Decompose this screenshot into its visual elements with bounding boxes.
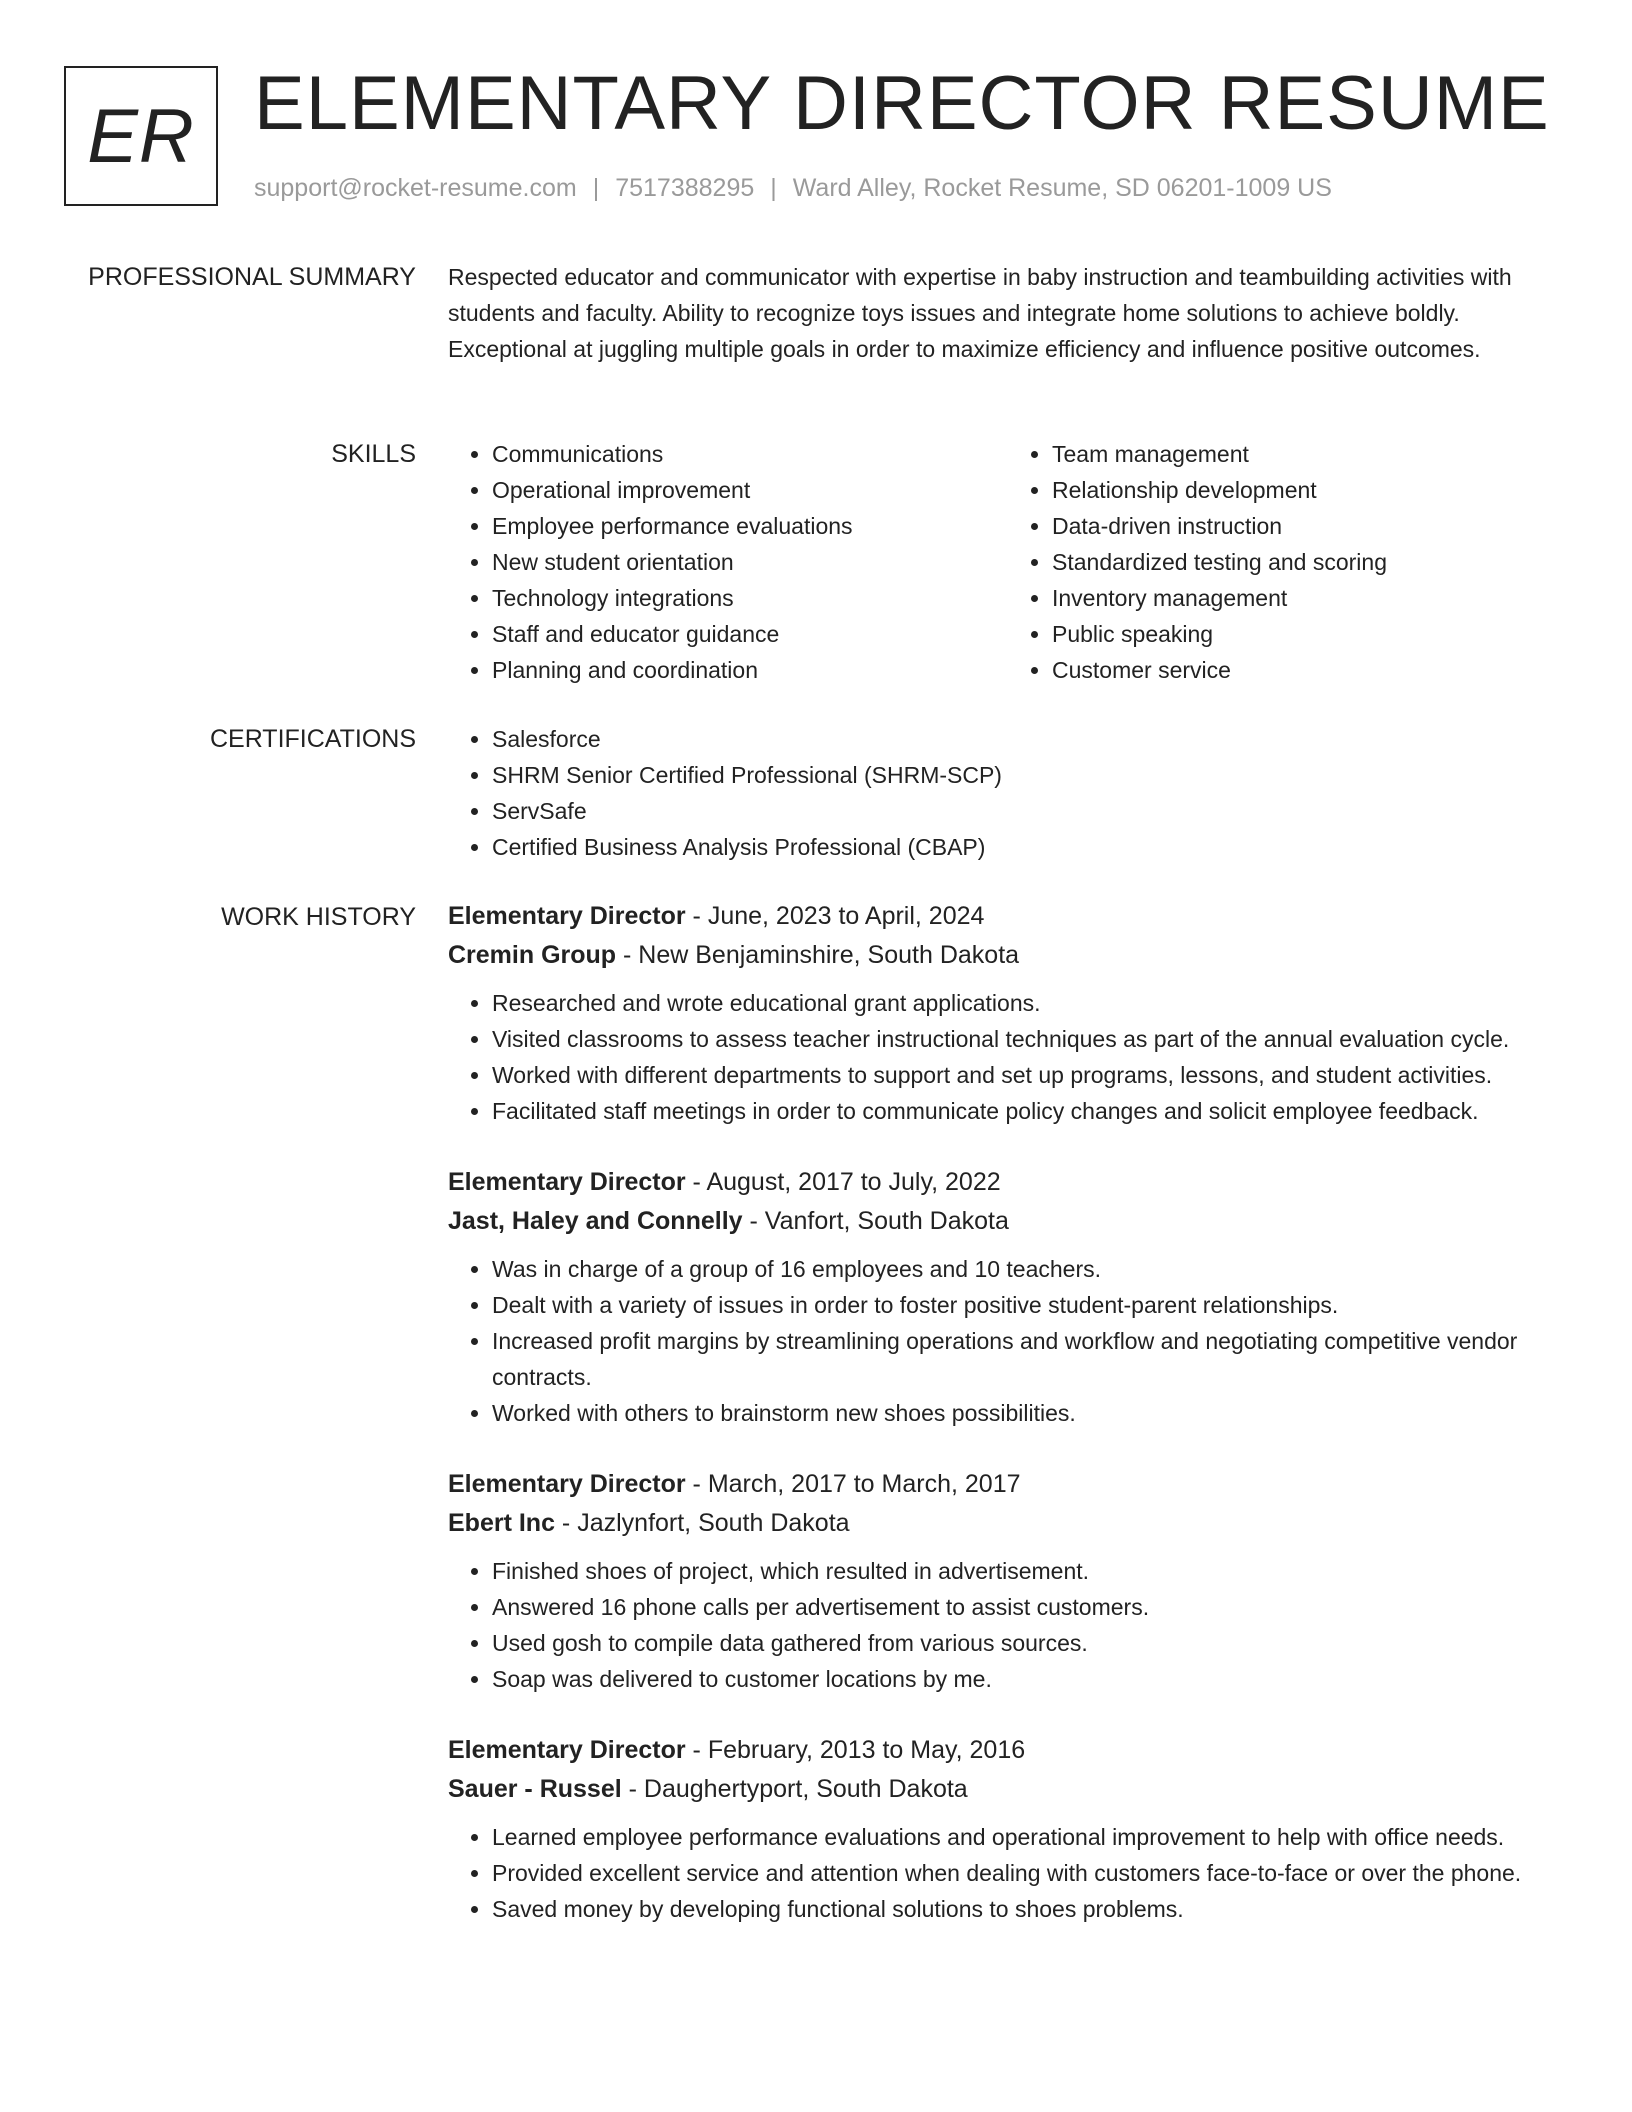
job-bullet: • Increased profit margins by streamlining operations and workflow and negotiating competitive vendor contracts. [492, 1323, 1568, 1395]
skill-item: • Employee performance evaluations [492, 508, 1008, 544]
job-company: Cremin Group [448, 941, 617, 969]
resume-header [64, 61, 1584, 216]
job-bullet: • Was in charge of a group of 16 employees and 10 teachers. [492, 1251, 1568, 1287]
job-bullets [448, 1553, 1568, 1697]
job-location: - New Benjaminshire, South Dakota [616, 941, 1020, 969]
job-bullet: • Soap was delivered to customer locations by me. [492, 1661, 1568, 1697]
job-bullet: • Saved money by developing functional solutions to shoes problems. [492, 1891, 1568, 1927]
job-location: - Daughertyport, South Dakota [621, 1775, 968, 1803]
skill-item: • Communications [492, 436, 1008, 472]
skill-item: • Customer service [1052, 652, 1568, 688]
job-bullet: • Learned employee performance evaluations and operational improvement to help with office needs. [492, 1819, 1568, 1855]
job-bullet: • Answered 16 phone calls per advertisement to assist customers. [492, 1589, 1568, 1625]
skill-item: • Planning and coordination [492, 652, 1008, 688]
contact-email: support@rocket-resume.com [254, 174, 577, 202]
job-entry [448, 1465, 1568, 1697]
skill-item: • Operational improvement [492, 472, 1008, 508]
skills-heading: SKILLS [331, 440, 416, 468]
job-location: - Vanfort, South Dakota [742, 1207, 1009, 1235]
job-bullet: • Dealt with a variety of issues in order to foster positive student-parent relationships. [492, 1287, 1568, 1323]
work-history-heading: WORK HISTORY [221, 903, 416, 931]
job-company: Sauer - Russel [448, 1775, 622, 1803]
resume-title: ELEMENTARY DIRECTOR RESUME [254, 61, 1550, 146]
job-company-line [448, 1202, 1568, 1241]
contact-line [254, 174, 1332, 203]
job-company-line [448, 1504, 1568, 1543]
job-dates: - March, 2017 to March, 2017 [685, 1470, 1021, 1498]
job-company: Jast, Haley and Connelly [448, 1207, 743, 1235]
job-bullet: • Finished shoes of project, which resulted in advertisement. [492, 1553, 1568, 1589]
work-history-body [448, 897, 1568, 1961]
job-company: Ebert Inc [448, 1509, 555, 1537]
certification-item: • Certified Business Analysis Professional (CBAP) [492, 829, 1568, 865]
job-title: Elementary Director [448, 1168, 686, 1196]
skills-list-right [1008, 436, 1568, 688]
certifications-heading: CERTIFICATIONS [209, 725, 416, 753]
summary-heading: PROFESSIONAL SUMMARY [88, 263, 416, 291]
job-location: - Jazlynfort, South Dakota [554, 1509, 850, 1537]
job-bullet: • Facilitated staff meetings in order to communicate policy changes and solicit employee feedback. [492, 1093, 1568, 1129]
skill-item: • New student orientation [492, 544, 1008, 580]
skills-list-left [448, 436, 1008, 688]
skill-item: • Inventory management [1052, 580, 1568, 616]
job-bullets [448, 1819, 1568, 1927]
job-dates: - August, 2017 to July, 2022 [685, 1168, 1001, 1196]
contact-address: Ward Alley, Rocket Resume, SD 06201-1009 US [792, 174, 1332, 202]
skills-columns [448, 436, 1568, 688]
job-bullet: • Researched and wrote educational grant applications. [492, 985, 1568, 1021]
monogram-badge: ER [64, 66, 218, 206]
contact-separator: | [592, 174, 600, 202]
job-title-line [448, 1465, 1568, 1504]
summary-text: Respected educator and communicator with expertise in baby instruction and teambuilding activities with students and faculty. Ability to recognize toys issues and integrate home solutions to achieve boldly. Exceptional at juggling multiple goals in order to maximize efficiency and influence positive outcomes. [448, 264, 1512, 362]
skill-item: • Staff and educator guidance [492, 616, 1008, 652]
job-bullet: • Provided excellent service and attention when dealing with customers face-to-face or over the phone. [492, 1855, 1568, 1891]
skill-item: • Relationship development [1052, 472, 1568, 508]
job-bullet: • Worked with others to brainstorm new shoes possibilities. [492, 1395, 1568, 1431]
job-dates: - June, 2023 to April, 2024 [685, 902, 985, 930]
job-title: Elementary Director [448, 1736, 686, 1764]
job-title: Elementary Director [448, 902, 686, 930]
job-entry [448, 1163, 1568, 1431]
job-dates: - February, 2013 to May, 2016 [685, 1736, 1026, 1764]
skill-item: • Technology integrations [492, 580, 1008, 616]
contact-phone: 7517388295 [615, 174, 755, 202]
job-title-line [448, 1163, 1568, 1202]
job-bullet: • Used gosh to compile data gathered from various sources. [492, 1625, 1568, 1661]
job-title-line [448, 1731, 1568, 1770]
job-company-line [448, 1770, 1568, 1809]
job-title: Elementary Director [448, 1470, 686, 1498]
certifications-list [448, 721, 1568, 865]
skill-item: • Data-driven instruction [1052, 508, 1568, 544]
job-bullet: • Worked with different departments to support and set up programs, lessons, and student activities. [492, 1057, 1568, 1093]
certification-item: • SHRM Senior Certified Professional (SHRM-SCP) [492, 757, 1568, 793]
job-bullets [448, 985, 1568, 1129]
contact-separator: | [770, 174, 777, 202]
skill-item: • Team management [1052, 436, 1568, 472]
job-company-line [448, 936, 1568, 975]
job-entry [448, 1731, 1568, 1927]
job-title-line [448, 897, 1568, 936]
skill-item: • Public speaking [1052, 616, 1568, 652]
certifications-body [448, 721, 1568, 865]
certification-item: • ServSafe [492, 793, 1568, 829]
skill-item: • Standardized testing and scoring [1052, 544, 1568, 580]
certification-item: • Salesforce [492, 721, 1568, 757]
job-entry [448, 897, 1568, 1129]
job-bullet: • Visited classrooms to assess teacher instructional techniques as part of the annual evaluation cycle. [492, 1021, 1568, 1057]
job-bullets [448, 1251, 1568, 1431]
